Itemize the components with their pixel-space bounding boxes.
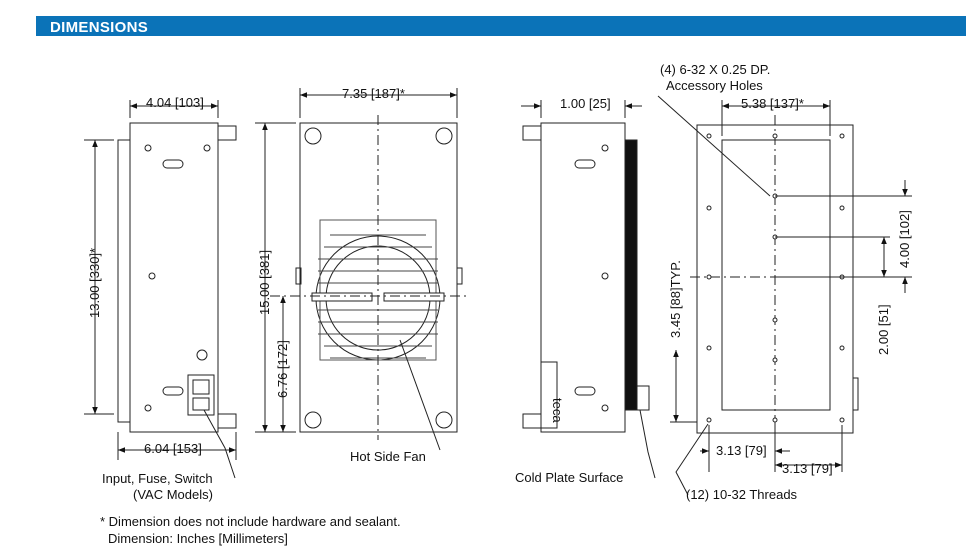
callout-input-line1: Input, Fuse, Switch bbox=[102, 471, 213, 486]
dim-plate-width: 5.38 [137]* bbox=[741, 96, 804, 111]
brand-label: teca bbox=[550, 398, 565, 423]
side-plate bbox=[118, 140, 130, 422]
dim-plate-v2: 2.00 [51] bbox=[876, 304, 891, 355]
callout-cold-plate: Cold Plate Surface bbox=[515, 470, 624, 485]
plate-window bbox=[722, 140, 830, 410]
dim-side-bottom: 6.04 [153] bbox=[144, 441, 202, 456]
dim-front-fan-height: 6.76 [172] bbox=[275, 340, 290, 398]
dim-front-width: 7.35 [187]* bbox=[342, 86, 405, 101]
cold-plate bbox=[625, 140, 637, 410]
dim-side-height: 13.00 [330]* bbox=[87, 247, 102, 318]
callout-threads: (12) 10-32 Threads bbox=[686, 487, 798, 502]
dim-plate-v1: 4.00 [102] bbox=[897, 210, 912, 268]
footnote-line1: * Dimension does not include hardware and sealant. bbox=[100, 514, 401, 529]
power-input-module bbox=[188, 375, 214, 415]
callout-holes-line1: (4) 6-32 X 0.25 DP. bbox=[660, 62, 771, 77]
callout-input-line2: (VAC Models) bbox=[133, 487, 213, 502]
dim-cold-height: 3.45 [88]TYP. bbox=[668, 260, 683, 338]
dim-front-height: 15.00 [381] bbox=[257, 249, 272, 315]
callout-hot-fan: Hot Side Fan bbox=[350, 449, 426, 464]
footnote-line2: Dimension: Inches [Millimeters] bbox=[108, 531, 288, 546]
side-view bbox=[84, 100, 236, 478]
dim-plate-h2: 3.13 [79] bbox=[782, 461, 833, 476]
plate-view bbox=[658, 96, 912, 495]
callout-holes-line2: Accessory Holes bbox=[666, 78, 763, 93]
section-title: DIMENSIONS bbox=[50, 19, 149, 36]
dim-side-depth: 4.04 [103] bbox=[146, 95, 204, 110]
dim-cold-depth: 1.00 [25] bbox=[560, 96, 611, 111]
dim-plate-h1: 3.13 [79] bbox=[716, 443, 767, 458]
